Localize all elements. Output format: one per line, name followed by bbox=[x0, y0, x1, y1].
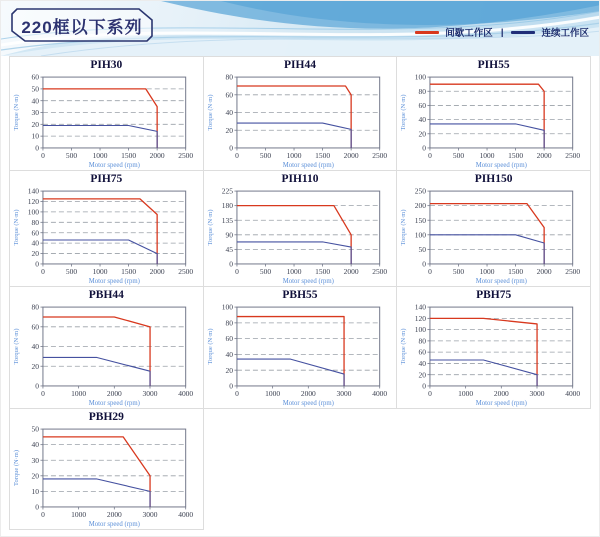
page-title: 220框以下系列 bbox=[21, 17, 143, 37]
chart-title: PIH150 bbox=[474, 173, 513, 185]
x-tick-label: 1000 bbox=[479, 150, 495, 160]
y-tick-label: 140 bbox=[27, 186, 39, 196]
series-line-intermittent bbox=[43, 199, 157, 264]
y-axis-label: Torque (N·m) bbox=[206, 94, 214, 131]
y-axis-label: Torque (N·m) bbox=[12, 450, 20, 487]
y-tick-label: 0 bbox=[422, 381, 427, 391]
x-tick-label: 500 bbox=[259, 150, 271, 160]
chart-canvas-PBH75 bbox=[397, 302, 590, 408]
x-tick-label: 2500 bbox=[178, 150, 194, 160]
x-tick-label: 1000 bbox=[92, 150, 108, 160]
x-tick-label: 1000 bbox=[264, 388, 280, 398]
y-tick-label: 200 bbox=[415, 201, 427, 211]
series-line-continuous bbox=[237, 359, 344, 386]
x-tick-label: 500 bbox=[453, 150, 465, 160]
y-tick-label: 80 bbox=[418, 336, 427, 346]
x-tick-label: 1000 bbox=[286, 266, 302, 276]
y-tick-label: 80 bbox=[418, 86, 427, 96]
x-tick-label: 0 bbox=[41, 509, 45, 519]
y-tick-label: 50 bbox=[31, 424, 39, 434]
x-tick-label: 1500 bbox=[314, 266, 330, 276]
y-tick-label: 0 bbox=[35, 381, 39, 391]
y-axis-label: Torque (N·m) bbox=[12, 328, 20, 365]
x-tick-label: 0 bbox=[41, 388, 45, 398]
y-tick-label: 20 bbox=[225, 125, 233, 135]
x-tick-label: 2000 bbox=[106, 388, 122, 398]
series-line-intermittent bbox=[430, 84, 544, 148]
y-tick-label: 60 bbox=[225, 90, 233, 100]
chart-cell-PBH29 bbox=[9, 408, 204, 530]
x-tick-label: 4000 bbox=[565, 388, 581, 398]
y-tick-label: 40 bbox=[31, 342, 39, 352]
plot-border bbox=[43, 429, 186, 507]
series-line-continuous bbox=[43, 479, 150, 507]
y-tick-label: 40 bbox=[31, 238, 39, 248]
y-tick-label: 10 bbox=[31, 486, 39, 496]
chart-title: PIH44 bbox=[284, 59, 316, 71]
chart-cell-PIH150 bbox=[396, 170, 591, 287]
x-tick-label: 500 bbox=[65, 150, 78, 160]
y-tick-label: 10 bbox=[31, 131, 39, 141]
x-tick-label: 2000 bbox=[536, 266, 552, 276]
series-line-intermittent bbox=[43, 317, 150, 386]
y-tick-label: 120 bbox=[27, 197, 39, 207]
y-tick-label: 120 bbox=[415, 313, 427, 323]
x-tick-label: 1000 bbox=[458, 388, 474, 398]
charts-row-1 bbox=[9, 56, 593, 171]
x-tick-label: 1500 bbox=[314, 150, 330, 160]
charts-row-4 bbox=[9, 409, 593, 530]
series-line-intermittent bbox=[43, 89, 157, 148]
x-tick-label: 1500 bbox=[508, 150, 524, 160]
x-tick-label: 2500 bbox=[178, 266, 194, 276]
chart-canvas-PIH110 bbox=[204, 186, 397, 286]
series-line-continuous bbox=[237, 123, 351, 148]
y-tick-label: 100 bbox=[221, 302, 233, 312]
y-tick-label: 90 bbox=[225, 230, 233, 240]
y-tick-label: 60 bbox=[418, 101, 427, 111]
x-tick-label: 0 bbox=[234, 150, 239, 160]
chart-title: PBH44 bbox=[88, 289, 124, 301]
series-title-box bbox=[11, 8, 153, 42]
chart-canvas-PIH55 bbox=[397, 72, 590, 170]
x-tick-label: 4000 bbox=[371, 388, 387, 398]
y-tick-label: 40 bbox=[418, 115, 427, 125]
chart-canvas-PBH55 bbox=[204, 302, 397, 408]
y-tick-label: 60 bbox=[31, 72, 39, 82]
x-tick-label: 1500 bbox=[121, 266, 137, 276]
y-axis-label: Torque (N·m) bbox=[400, 328, 408, 365]
series-line-continuous bbox=[237, 242, 351, 264]
y-tick-label: 60 bbox=[225, 334, 233, 344]
intermittent-line-swatch bbox=[415, 31, 439, 34]
chart-title: PIH75 bbox=[90, 173, 123, 185]
y-tick-label: 45 bbox=[225, 244, 233, 254]
y-tick-label: 0 bbox=[35, 259, 39, 269]
y-tick-label: 0 bbox=[422, 259, 427, 269]
y-tick-label: 80 bbox=[31, 302, 39, 312]
y-tick-label: 20 bbox=[31, 119, 39, 129]
plot-border bbox=[430, 77, 573, 148]
y-tick-label: 40 bbox=[418, 359, 427, 369]
x-tick-label: 3000 bbox=[529, 388, 545, 398]
x-axis-label: Motor speed (rpm) bbox=[282, 277, 334, 285]
legend-separator: | bbox=[500, 26, 504, 38]
plot-border bbox=[430, 191, 573, 264]
series-line-continuous bbox=[430, 360, 537, 386]
x-tick-label: 500 bbox=[259, 266, 271, 276]
series-line-continuous bbox=[430, 124, 544, 148]
chart-title: PBH55 bbox=[282, 289, 318, 301]
x-tick-label: 1500 bbox=[508, 266, 524, 276]
x-tick-label: 1000 bbox=[286, 150, 302, 160]
x-axis-label: Motor speed (rpm) bbox=[282, 399, 334, 407]
x-tick-label: 1500 bbox=[121, 150, 137, 160]
y-tick-label: 0 bbox=[228, 259, 233, 269]
y-tick-label: 150 bbox=[415, 215, 427, 225]
x-tick-label: 3000 bbox=[142, 509, 158, 519]
x-tick-label: 0 bbox=[428, 266, 433, 276]
legend-label-intermittent: 间歇工作区 bbox=[445, 28, 493, 39]
charts-row-2 bbox=[9, 171, 593, 287]
y-tick-label: 0 bbox=[422, 143, 427, 153]
x-tick-label: 1000 bbox=[71, 388, 87, 398]
y-axis-label: Torque (N·m) bbox=[12, 209, 20, 246]
y-tick-label: 20 bbox=[418, 370, 427, 380]
chart-cell-PBH55 bbox=[203, 286, 398, 409]
x-tick-label: 0 bbox=[428, 388, 433, 398]
y-tick-label: 80 bbox=[31, 217, 39, 227]
x-tick-label: 0 bbox=[41, 266, 45, 276]
y-tick-label: 80 bbox=[225, 72, 233, 82]
y-tick-label: 60 bbox=[31, 228, 39, 238]
continuous-line-swatch bbox=[511, 31, 535, 34]
y-axis-label: Torque (N·m) bbox=[206, 209, 214, 246]
series-line-intermittent bbox=[237, 317, 344, 386]
chart-canvas-PIH75 bbox=[10, 186, 203, 286]
series-line-intermittent bbox=[43, 437, 150, 507]
chart-canvas-PIH44 bbox=[204, 72, 397, 170]
chart-canvas-PBH29 bbox=[10, 424, 203, 529]
y-tick-label: 100 bbox=[415, 325, 427, 335]
y-tick-label: 20 bbox=[31, 471, 39, 481]
x-tick-label: 2000 bbox=[149, 266, 165, 276]
plot-border bbox=[237, 191, 380, 264]
y-axis-label: Torque (N·m) bbox=[400, 209, 408, 246]
x-tick-label: 500 bbox=[453, 266, 465, 276]
chart-cell-PIH44 bbox=[203, 56, 398, 171]
series-line-continuous bbox=[43, 240, 157, 264]
y-tick-label: 20 bbox=[225, 365, 233, 375]
y-tick-label: 140 bbox=[415, 302, 427, 312]
chart-cell-PBH75 bbox=[396, 286, 591, 409]
x-tick-label: 0 bbox=[428, 150, 433, 160]
y-tick-label: 40 bbox=[31, 96, 39, 106]
x-axis-label: Motor speed (rpm) bbox=[88, 161, 140, 169]
x-tick-label: 1000 bbox=[71, 509, 87, 519]
y-axis-label: Torque (N·m) bbox=[12, 94, 20, 131]
series-line-continuous bbox=[43, 357, 150, 386]
chart-cell-PBH44 bbox=[9, 286, 204, 409]
x-axis-label: Motor speed (rpm) bbox=[88, 520, 140, 528]
chart-cell-PIH30 bbox=[9, 56, 204, 171]
x-axis-label: Motor speed (rpm) bbox=[88, 277, 140, 285]
x-tick-label: 500 bbox=[65, 266, 78, 276]
x-tick-label: 2500 bbox=[371, 150, 387, 160]
y-tick-label: 50 bbox=[418, 244, 427, 254]
x-tick-label: 1000 bbox=[92, 266, 108, 276]
x-tick-label: 2000 bbox=[300, 388, 316, 398]
x-axis-label: Motor speed (rpm) bbox=[476, 161, 528, 169]
y-tick-label: 40 bbox=[31, 440, 39, 450]
x-tick-label: 2000 bbox=[343, 266, 359, 276]
chart-title: PIH55 bbox=[477, 59, 510, 71]
x-axis-label: Motor speed (rpm) bbox=[88, 399, 140, 407]
chart-title: PIH30 bbox=[90, 59, 123, 71]
page-header bbox=[1, 1, 600, 56]
y-tick-label: 60 bbox=[31, 322, 39, 332]
x-tick-label: 2000 bbox=[343, 150, 359, 160]
x-tick-label: 2500 bbox=[565, 266, 581, 276]
x-tick-label: 3000 bbox=[336, 388, 352, 398]
chart-canvas-PBH44 bbox=[10, 302, 203, 408]
y-tick-label: 0 bbox=[35, 143, 39, 153]
y-tick-label: 20 bbox=[418, 129, 427, 139]
legend-label-continuous: 连续工作区 bbox=[541, 28, 589, 39]
x-tick-label: 2000 bbox=[494, 388, 510, 398]
chart-title: PBH29 bbox=[88, 411, 124, 423]
x-tick-label: 2000 bbox=[149, 150, 165, 160]
x-tick-label: 0 bbox=[234, 266, 239, 276]
y-tick-label: 30 bbox=[31, 108, 39, 118]
y-tick-label: 30 bbox=[31, 455, 39, 465]
series-line-continuous bbox=[43, 125, 157, 147]
y-tick-label: 100 bbox=[415, 72, 427, 82]
y-tick-label: 40 bbox=[225, 349, 233, 359]
x-tick-label: 0 bbox=[234, 388, 239, 398]
chart-cell-PIH75 bbox=[9, 170, 204, 287]
x-tick-label: 3000 bbox=[142, 388, 158, 398]
y-tick-label: 250 bbox=[415, 186, 427, 196]
chart-title: PBH75 bbox=[476, 289, 512, 301]
y-tick-label: 100 bbox=[415, 230, 427, 240]
y-tick-label: 20 bbox=[31, 249, 39, 259]
charts-row-3 bbox=[9, 287, 593, 409]
x-axis-label: Motor speed (rpm) bbox=[476, 399, 528, 407]
y-tick-label: 20 bbox=[31, 361, 39, 371]
series-line-intermittent bbox=[430, 204, 544, 264]
y-tick-label: 100 bbox=[27, 207, 39, 217]
chart-cell-PIH110 bbox=[203, 170, 398, 287]
y-axis-label: Torque (N·m) bbox=[206, 328, 214, 365]
x-tick-label: 0 bbox=[41, 150, 45, 160]
x-tick-label: 2500 bbox=[565, 150, 581, 160]
x-tick-label: 2000 bbox=[106, 509, 122, 519]
chart-legend bbox=[415, 25, 589, 39]
chart-canvas-PIH150 bbox=[397, 186, 590, 286]
x-axis-label: Motor speed (rpm) bbox=[282, 161, 334, 169]
x-tick-label: 1000 bbox=[479, 266, 495, 276]
plot-border bbox=[237, 307, 380, 386]
chart-cell-PIH55 bbox=[396, 56, 591, 171]
y-tick-label: 40 bbox=[225, 108, 233, 118]
y-tick-label: 135 bbox=[221, 215, 233, 225]
chart-title: PIH110 bbox=[281, 173, 319, 185]
y-tick-label: 0 bbox=[228, 381, 233, 391]
y-tick-label: 50 bbox=[31, 84, 39, 94]
chart-canvas-PIH30 bbox=[10, 72, 203, 170]
y-tick-label: 225 bbox=[221, 186, 233, 196]
x-tick-label: 4000 bbox=[178, 509, 194, 519]
charts-grid bbox=[9, 56, 593, 530]
x-axis-label: Motor speed (rpm) bbox=[476, 277, 528, 285]
y-tick-label: 180 bbox=[221, 201, 233, 211]
x-tick-label: 2500 bbox=[371, 266, 387, 276]
y-tick-label: 60 bbox=[418, 347, 427, 357]
plot-border bbox=[43, 191, 186, 264]
x-tick-label: 2000 bbox=[536, 150, 552, 160]
y-tick-label: 0 bbox=[35, 502, 39, 512]
y-tick-label: 0 bbox=[228, 143, 233, 153]
y-tick-label: 80 bbox=[225, 318, 233, 328]
y-axis-label: Torque (N·m) bbox=[400, 94, 408, 131]
series-line-intermittent bbox=[237, 86, 351, 148]
x-tick-label: 4000 bbox=[178, 388, 194, 398]
